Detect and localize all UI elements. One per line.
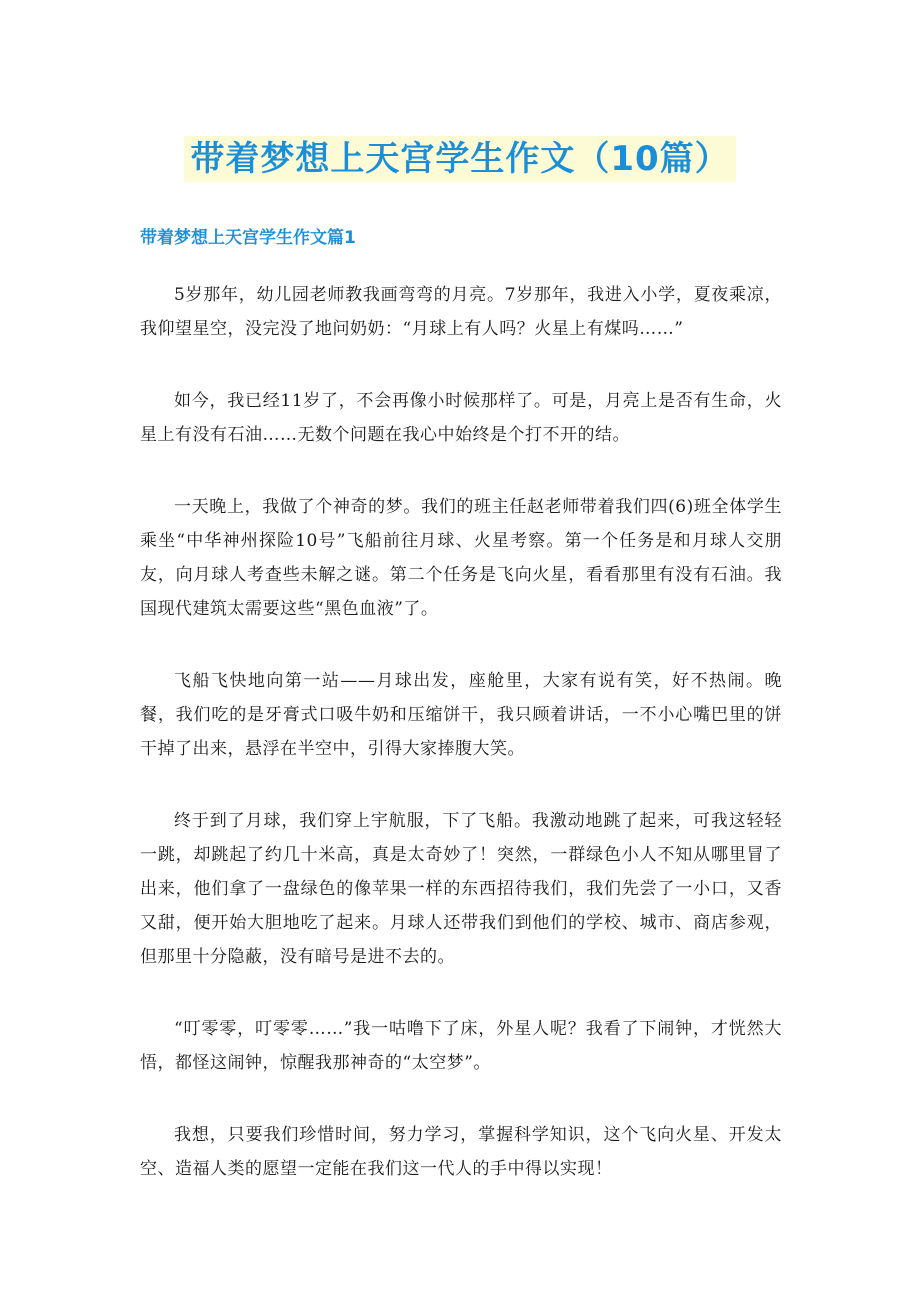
paragraph-6: “叮零零，叮零零……”我一咕噜下了床，外星人呢？我看了下闹钟，才恍然大悟，都怪这闹钟，惊醒我那神奇的“太空梦”。: [140, 1019, 782, 1073]
title-container: [0, 136, 920, 182]
paragraph-2: 如今，我已经11岁了，不会再像小时候那样了。可是，月亮上是否有生命，火星上有没有石油……无数个问题在我心中始终是个打不开的结。: [140, 391, 782, 445]
paragraph-5: 终于到了月球，我们穿上宇航服，下了飞船。我激动地跳了起来，可我这轻轻一跳，却跳起了约几十米高，真是太奇妙了！突然，一群绿色小人不知从哪里冒了出来，他们拿了一盘绿色的像苹果一样的东西招待我们，我们先尝了一小口，又香又甜，便开始大胆地吃了起来。月球人还带我们到他们的学校、城市、商店参观，但那里十分隐蔽，没有暗号是进不去的。: [140, 811, 782, 967]
paragraph-7: 我想，只要我们珍惜时间，努力学习，掌握科学知识，这个飞向火星、开发太空、造福人类的愿望一定能在我们这一代人的手中得以实现！: [140, 1125, 782, 1179]
page-title: 带着梦想上天宫学生作文（10篇）: [184, 136, 735, 182]
section-heading: 带着梦想上天宫学生作文篇1: [140, 228, 356, 248]
paragraph-4: 飞船飞快地向第一站——月球出发，座舱里，大家有说有笑，好不热闹。晚餐，我们吃的是牙膏式口吸牛奶和压缩饼干，我只顾着讲话，一不小心嘴巴里的饼干掉了出来，悬浮在半空中，引得大家捧腹大笑。: [140, 671, 782, 759]
paragraph-1: 5岁那年，幼儿园老师教我画弯弯的月亮。7岁那年，我进入小学，夏夜乘凉，我仰望星空，没完没了地问奶奶：“月球上有人吗？火星上有煤吗……”: [140, 285, 782, 339]
article-body: [140, 278, 782, 1224]
paragraph-3: 一天晚上，我做了个神奇的梦。我们的班主任赵老师带着我们四(6)班全体学生乘坐“中华神州探险10号”飞船前往月球、火星考察。第一个任务是和月球人交朋友，向月球人考查些未解之谜。第二个任务是飞向火星，看看那里有没有石油。我国现代建筑太需要这些“黑色血液”了。: [140, 497, 782, 619]
